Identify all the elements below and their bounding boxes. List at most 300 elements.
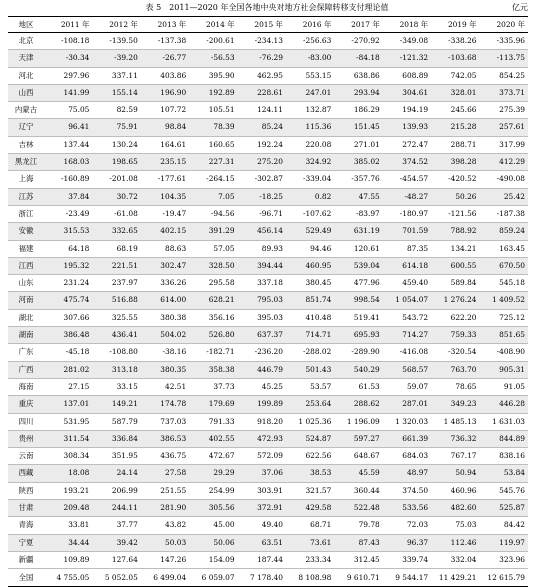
value-cell: 0.82	[286, 188, 334, 205]
value-cell: 245.66	[431, 102, 479, 119]
table-row	[8, 534, 528, 551]
region-cell: 陕西	[8, 482, 44, 499]
value-cell: 614.18	[383, 257, 431, 274]
value-cell: -26.77	[141, 50, 189, 67]
value-cell: 324.92	[286, 154, 334, 171]
value-cell: 608.89	[383, 67, 431, 84]
value-cell: 215.28	[431, 119, 479, 136]
region-cell: 河北	[8, 67, 44, 84]
value-cell: 68.19	[92, 240, 140, 257]
value-cell: 477.96	[334, 275, 382, 292]
total-value-cell: 7 178.40	[238, 569, 286, 587]
value-cell: 281.02	[44, 361, 92, 378]
value-cell: 859.24	[480, 223, 528, 240]
region-cell: 重庆	[8, 396, 44, 413]
value-cell: 50.26	[431, 188, 479, 205]
value-cell: 456.14	[238, 223, 286, 240]
value-cell: 788.92	[431, 223, 479, 240]
value-cell: -83.00	[286, 50, 334, 67]
value-cell: 336.84	[92, 430, 140, 447]
value-cell: 91.05	[480, 378, 528, 395]
value-cell: 275.20	[238, 154, 286, 171]
value-cell: 472.67	[189, 448, 237, 465]
value-cell: 33.15	[92, 378, 140, 395]
region-cell: 山东	[8, 275, 44, 292]
total-row	[8, 569, 528, 587]
value-cell: 160.65	[189, 136, 237, 153]
table-row	[8, 378, 528, 395]
value-cell: 380.35	[141, 361, 189, 378]
table-row	[8, 67, 528, 84]
region-cell: 黑龙江	[8, 154, 44, 171]
value-cell: 96.41	[44, 119, 92, 136]
value-cell: -19.47	[141, 205, 189, 222]
value-cell: -139.50	[92, 33, 140, 50]
value-cell: -200.61	[189, 33, 237, 50]
value-cell: 402.55	[189, 430, 237, 447]
table-row	[8, 205, 528, 222]
value-cell: 351.95	[92, 448, 140, 465]
value-cell: 360.44	[334, 482, 382, 499]
region-cell: 上海	[8, 171, 44, 188]
value-cell: 529.49	[286, 223, 334, 240]
value-cell: 540.29	[334, 361, 382, 378]
value-cell: 998.54	[334, 292, 382, 309]
value-cell: 395.03	[238, 309, 286, 326]
value-cell: -30.34	[44, 50, 92, 67]
value-cell: 53.57	[286, 378, 334, 395]
value-cell: 287.01	[383, 396, 431, 413]
value-cell: 386.53	[141, 430, 189, 447]
value-cell: 446.28	[480, 396, 528, 413]
value-cell: -264.15	[189, 171, 237, 188]
header-row	[8, 17, 528, 33]
value-cell: 155.14	[92, 84, 140, 101]
value-cell: 446.79	[238, 361, 286, 378]
value-cell: 543.72	[383, 309, 431, 326]
value-cell: 844.89	[480, 430, 528, 447]
value-cell: 315.53	[44, 223, 92, 240]
value-cell: 233.34	[286, 551, 334, 568]
value-cell: 72.03	[383, 517, 431, 534]
value-cell: 791.33	[189, 413, 237, 430]
value-cell: 89.93	[238, 240, 286, 257]
value-cell: 317.99	[480, 136, 528, 153]
value-cell: 179.69	[189, 396, 237, 413]
value-cell: 323.96	[480, 551, 528, 568]
total-value-cell: 11 429.21	[431, 569, 479, 587]
value-cell: 47.55	[334, 188, 382, 205]
value-cell: 312.45	[334, 551, 382, 568]
region-cell: 北京	[8, 33, 44, 50]
value-cell: 45.59	[334, 465, 382, 482]
value-cell: 48.97	[383, 465, 431, 482]
value-cell: 462.95	[238, 67, 286, 84]
value-cell: 1 196.09	[334, 413, 382, 430]
value-cell: 854.25	[480, 67, 528, 84]
table-row	[8, 396, 528, 413]
value-cell: 37.77	[92, 517, 140, 534]
value-cell: 628.21	[189, 292, 237, 309]
value-cell: 124.11	[238, 102, 286, 119]
value-cell: 147.26	[141, 551, 189, 568]
value-cell: -39.20	[92, 50, 140, 67]
value-cell: 332.65	[92, 223, 140, 240]
value-cell: 50.06	[189, 534, 237, 551]
value-cell: -288.02	[286, 344, 334, 361]
value-cell: 763.70	[431, 361, 479, 378]
value-cell: 82.59	[92, 102, 140, 119]
value-cell: 209.48	[44, 500, 92, 517]
value-cell: 84.42	[480, 517, 528, 534]
value-cell: -38.16	[141, 344, 189, 361]
value-cell: 328.50	[189, 257, 237, 274]
value-cell: 1 485.13	[431, 413, 479, 430]
value-cell: 134.21	[431, 240, 479, 257]
value-cell: 398.28	[431, 154, 479, 171]
value-cell: 194.19	[383, 102, 431, 119]
value-cell: 244.11	[92, 500, 140, 517]
value-cell: 531.95	[44, 413, 92, 430]
table-row	[8, 344, 528, 361]
value-cell: 25.42	[480, 188, 528, 205]
value-cell: 257.61	[480, 119, 528, 136]
value-cell: -357.76	[334, 171, 382, 188]
total-value-cell: 6 499.04	[141, 569, 189, 587]
value-cell: 137.01	[44, 396, 92, 413]
table-row	[8, 361, 528, 378]
value-cell: 115.36	[286, 119, 334, 136]
value-cell: 130.24	[92, 136, 140, 153]
value-cell: 112.46	[431, 534, 479, 551]
value-cell: 34.44	[44, 534, 92, 551]
value-cell: 75.91	[92, 119, 140, 136]
value-cell: 220.08	[286, 136, 334, 153]
value-cell: 1 320.03	[383, 413, 431, 430]
value-cell: 168.03	[44, 154, 92, 171]
table-row	[8, 327, 528, 344]
value-cell: 42.51	[141, 378, 189, 395]
column-header-year: 2015 年	[238, 17, 286, 33]
value-cell: 545.18	[480, 275, 528, 292]
value-cell: 759.33	[431, 327, 479, 344]
region-cell: 河南	[8, 292, 44, 309]
value-cell: 1 025.36	[286, 413, 334, 430]
value-cell: 154.09	[189, 551, 237, 568]
value-cell: -108.18	[44, 33, 92, 50]
value-cell: 302.47	[141, 257, 189, 274]
total-value-cell: 8 108.98	[286, 569, 334, 587]
value-cell: 337.18	[238, 275, 286, 292]
value-cell: 1 054.07	[383, 292, 431, 309]
value-cell: 614.00	[141, 292, 189, 309]
value-cell: 271.01	[334, 136, 382, 153]
region-cell: 湖北	[8, 309, 44, 326]
region-cell: 浙江	[8, 205, 44, 222]
value-cell: 187.44	[238, 551, 286, 568]
table-row	[8, 309, 528, 326]
value-cell: 38.53	[286, 465, 334, 482]
value-cell: 589.84	[431, 275, 479, 292]
value-cell: -182.71	[189, 344, 237, 361]
region-cell: 甘肃	[8, 500, 44, 517]
value-cell: 539.04	[334, 257, 382, 274]
value-cell: 395.90	[189, 67, 237, 84]
value-cell: 321.57	[286, 482, 334, 499]
value-cell: 714.27	[383, 327, 431, 344]
value-cell: 27.58	[141, 465, 189, 482]
value-cell: 403.86	[141, 67, 189, 84]
value-cell: 374.52	[383, 154, 431, 171]
value-cell: 235.15	[141, 154, 189, 171]
value-cell: -338.26	[431, 33, 479, 50]
value-cell: 50.94	[431, 465, 479, 482]
value-cell: 533.56	[383, 500, 431, 517]
value-cell: -270.92	[334, 33, 382, 50]
region-cell: 云南	[8, 448, 44, 465]
value-cell: 358.38	[189, 361, 237, 378]
value-cell: 39.42	[92, 534, 140, 551]
value-cell: 228.61	[238, 84, 286, 101]
value-cell: 275.39	[480, 102, 528, 119]
value-cell: -289.90	[334, 344, 382, 361]
value-cell: 96.37	[383, 534, 431, 551]
value-cell: 18.08	[44, 465, 92, 482]
value-cell: 64.18	[44, 240, 92, 257]
region-cell: 辽宁	[8, 119, 44, 136]
value-cell: 695.93	[334, 327, 382, 344]
value-cell: -420.52	[431, 171, 479, 188]
value-cell: 139.93	[383, 119, 431, 136]
table-row	[8, 448, 528, 465]
value-cell: 661.39	[383, 430, 431, 447]
value-cell: -256.63	[286, 33, 334, 50]
value-cell: 75.03	[431, 517, 479, 534]
value-cell: -187.38	[480, 205, 528, 222]
value-cell: 336.26	[141, 275, 189, 292]
value-cell: -45.18	[44, 344, 92, 361]
table-row	[8, 500, 528, 517]
column-header-year: 2016 年	[286, 17, 334, 33]
value-cell: -103.68	[431, 50, 479, 67]
value-cell: 132.87	[286, 102, 334, 119]
value-cell: 49.40	[238, 517, 286, 534]
value-cell: 288.71	[431, 136, 479, 153]
value-cell: 313.18	[92, 361, 140, 378]
value-cell: -416.08	[383, 344, 431, 361]
value-cell: 429.58	[286, 500, 334, 517]
value-cell: 37.73	[189, 378, 237, 395]
value-cell: 221.51	[92, 257, 140, 274]
value-cell: 149.21	[92, 396, 140, 413]
value-cell: -408.90	[480, 344, 528, 361]
value-cell: 297.96	[44, 67, 92, 84]
value-cell: 53.84	[480, 465, 528, 482]
value-cell: 332.04	[431, 551, 479, 568]
value-cell: 253.64	[286, 396, 334, 413]
value-cell: 107.72	[141, 102, 189, 119]
value-cell: 174.78	[141, 396, 189, 413]
total-label: 全国	[8, 569, 44, 587]
value-cell: 638.86	[334, 67, 382, 84]
table-row	[8, 136, 528, 153]
value-cell: 1 409.52	[480, 292, 528, 309]
value-cell: -108.80	[92, 344, 140, 361]
table-row	[8, 33, 528, 50]
value-cell: 120.61	[334, 240, 382, 257]
value-cell: 701.59	[383, 223, 431, 240]
value-cell: 186.29	[334, 102, 382, 119]
value-cell: 227.31	[189, 154, 237, 171]
value-cell: -23.49	[44, 205, 92, 222]
value-cell: -320.54	[431, 344, 479, 361]
value-cell: 394.44	[238, 257, 286, 274]
value-cell: -335.96	[480, 33, 528, 50]
table-row	[8, 482, 528, 499]
unit-label: 亿元	[512, 3, 528, 12]
value-cell: 78.65	[431, 378, 479, 395]
total-value-cell: 12 615.79	[480, 569, 528, 587]
value-cell: 75.05	[44, 102, 92, 119]
value-cell: 27.15	[44, 378, 92, 395]
value-cell: 356.16	[189, 309, 237, 326]
value-cell: 436.41	[92, 327, 140, 344]
value-cell: 198.65	[92, 154, 140, 171]
value-cell: 295.58	[189, 275, 237, 292]
value-cell: 29.29	[189, 465, 237, 482]
value-cell: 374.50	[383, 482, 431, 499]
region-cell: 海南	[8, 378, 44, 395]
value-cell: 504.02	[141, 327, 189, 344]
column-header-year: 2019 年	[431, 17, 479, 33]
value-cell: 742.05	[431, 67, 479, 84]
value-cell: -349.08	[383, 33, 431, 50]
table-row	[8, 154, 528, 171]
region-cell: 天津	[8, 50, 44, 67]
table-row	[8, 240, 528, 257]
value-cell: 151.45	[334, 119, 382, 136]
value-cell: 736.32	[431, 430, 479, 447]
value-cell: 43.82	[141, 517, 189, 534]
value-cell: 568.57	[383, 361, 431, 378]
value-cell: 851.65	[480, 327, 528, 344]
table-row	[8, 188, 528, 205]
value-cell: -137.38	[141, 33, 189, 50]
value-cell: -84.18	[334, 50, 382, 67]
value-cell: 410.48	[286, 309, 334, 326]
value-cell: 164.61	[141, 136, 189, 153]
value-cell: 237.97	[92, 275, 140, 292]
value-cell: -113.75	[480, 50, 528, 67]
value-cell: 622.56	[286, 448, 334, 465]
value-cell: 526.80	[189, 327, 237, 344]
value-cell: -61.08	[92, 205, 140, 222]
value-cell: 851.74	[286, 292, 334, 309]
value-cell: 622.20	[431, 309, 479, 326]
value-cell: 737.03	[141, 413, 189, 430]
value-cell: -76.29	[238, 50, 286, 67]
value-cell: 206.99	[92, 482, 140, 499]
value-cell: 196.90	[141, 84, 189, 101]
value-cell: 597.27	[334, 430, 382, 447]
value-cell: 637.37	[238, 327, 286, 344]
value-cell: 30.72	[92, 188, 140, 205]
value-cell: -339.04	[286, 171, 334, 188]
value-cell: 308.34	[44, 448, 92, 465]
region-cell: 宁夏	[8, 534, 44, 551]
table-row	[8, 102, 528, 119]
column-header-year: 2011 年	[44, 17, 92, 33]
value-cell: 670.50	[480, 257, 528, 274]
value-cell: 87.35	[383, 240, 431, 257]
table-row	[8, 430, 528, 447]
value-cell: 325.55	[92, 309, 140, 326]
region-cell: 湖南	[8, 327, 44, 344]
value-cell: 68.71	[286, 517, 334, 534]
value-cell: 78.39	[189, 119, 237, 136]
value-cell: 307.66	[44, 309, 92, 326]
column-header-year: 2013 年	[141, 17, 189, 33]
value-cell: 59.07	[383, 378, 431, 395]
value-cell: 272.47	[383, 136, 431, 153]
region-cell: 四川	[8, 413, 44, 430]
value-cell: -96.71	[238, 205, 286, 222]
column-header-year: 2017 年	[334, 17, 382, 33]
value-cell: 192.89	[189, 84, 237, 101]
value-cell: 436.75	[141, 448, 189, 465]
value-cell: 61.53	[334, 378, 382, 395]
table-body	[8, 33, 528, 569]
value-cell: 1 276.24	[431, 292, 479, 309]
value-cell: 905.31	[480, 361, 528, 378]
column-header-year: 2018 年	[383, 17, 431, 33]
table-row	[8, 413, 528, 430]
value-cell: 545.76	[480, 482, 528, 499]
column-header-year: 2020 年	[480, 17, 528, 33]
value-cell: 339.74	[383, 551, 431, 568]
value-cell: -302.87	[238, 171, 286, 188]
value-cell: 127.64	[92, 551, 140, 568]
value-cell: 459.40	[383, 275, 431, 292]
value-cell: 88.63	[141, 240, 189, 257]
value-cell: 767.17	[431, 448, 479, 465]
total-value-cell: 9 610.71	[334, 569, 382, 587]
column-header-year: 2012 年	[92, 17, 140, 33]
value-cell: 648.67	[334, 448, 382, 465]
value-cell: 45.00	[189, 517, 237, 534]
table-row	[8, 292, 528, 309]
value-cell: 73.61	[286, 534, 334, 551]
table-row	[8, 171, 528, 188]
value-cell: -180.97	[383, 205, 431, 222]
value-cell: 141.99	[44, 84, 92, 101]
value-cell: 79.78	[334, 517, 382, 534]
region-cell: 西藏	[8, 465, 44, 482]
value-cell: 247.01	[286, 84, 334, 101]
value-cell: 63.51	[238, 534, 286, 551]
table-row	[8, 275, 528, 292]
value-cell: -83.97	[334, 205, 382, 222]
value-cell: 1 631.03	[480, 413, 528, 430]
value-cell: 587.79	[92, 413, 140, 430]
table-row	[8, 223, 528, 240]
value-cell: 412.29	[480, 154, 528, 171]
value-cell: 199.89	[238, 396, 286, 413]
total-value-cell: 4 755.05	[44, 569, 92, 587]
value-cell: 7.05	[189, 188, 237, 205]
table-row	[8, 517, 528, 534]
column-header-region: 地区	[8, 17, 44, 33]
